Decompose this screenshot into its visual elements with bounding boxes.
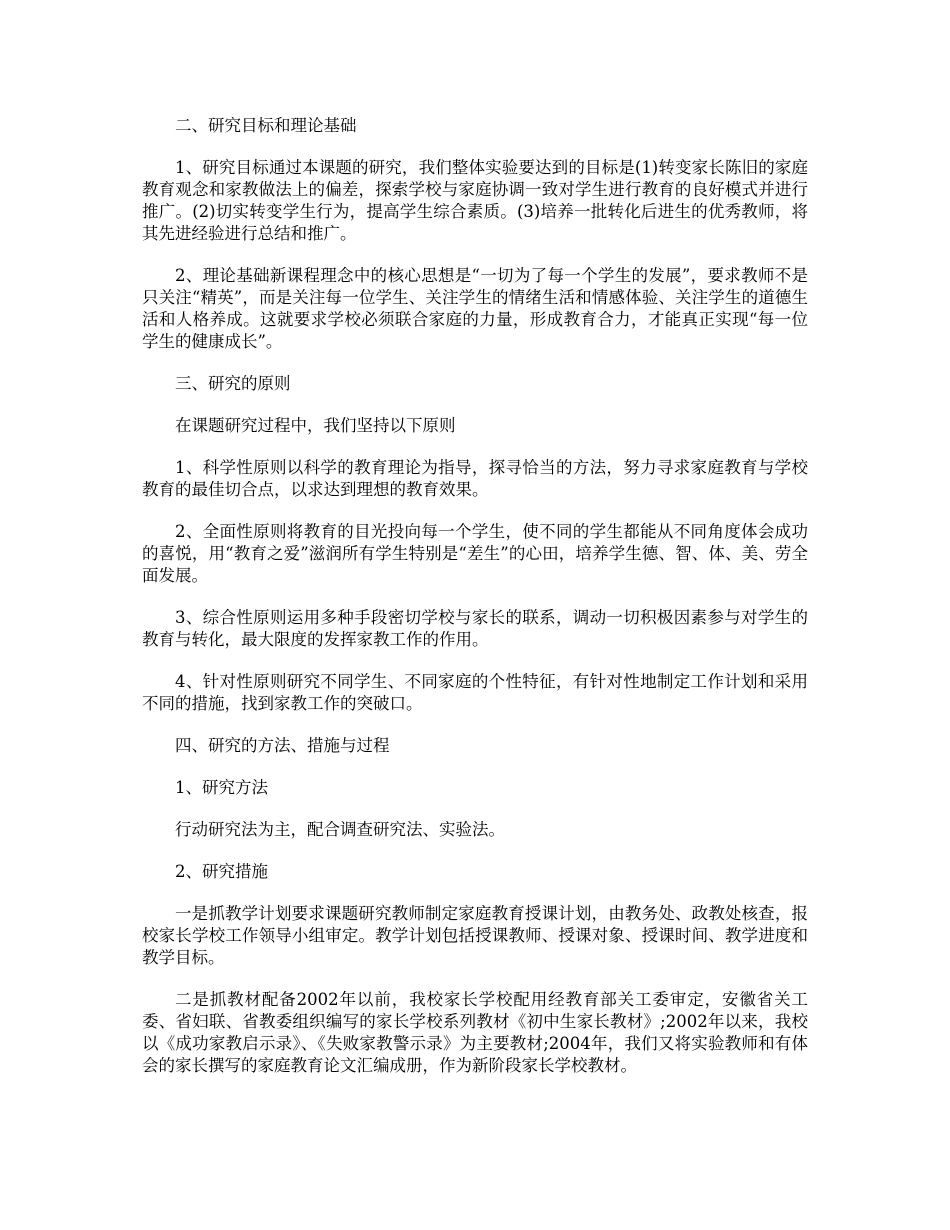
paragraph-principles-intro: 在课题研究过程中，我们坚持以下原则 [175, 416, 456, 435]
paragraph-theory-basis: 2、理论基础新课程理念中的核心思想是“一切为了每一个学生的发展”，要求教师不是只关注“精英”，而是关注每一位学生、关注学生的情绪生活和情感体验、关注学生的道德生活和人格养成。这就要求学校必须联合家庭的力量，形成教育合力，才能真正实现“每一位学生的健康成长”。 [142, 266, 808, 351]
paragraph-teaching-materials: 二是抓教材配备2002年以前，我校家长学校配用经教育部关工委审定，安徽省关工委、省妇联、省教委组织编写的家长学校系列教材《初中生家长教材》;2002年以来，我校以《成功家教启示录》、《失败家教警示录》为主要教材;2004年，我们又将实验教师和有体会的家长撰写的家庭教育论文汇编成册，作为新阶段家长学校教材。 [142, 990, 808, 1075]
paragraph-principle-scientific: 1、科学性原则以科学的教育理论为指导，探寻恰当的方法，努力寻求家庭教育与学校教育的最佳切合点，以求达到理想的教育效果。 [142, 458, 808, 499]
document-body [142, 115, 808, 1097]
section-heading-goals-theory: 二、研究目标和理论基础 [175, 116, 357, 135]
section-heading-principles: 三、研究的原则 [175, 374, 291, 393]
paragraph-research-methods: 行动研究法为主，配合调查研究法、实验法。 [175, 820, 505, 839]
paragraph-principle-comprehensive: 2、全面性原则将教育的目光投向每一个学生，使不同的学生都能从不同角度体会成功的喜悦，用“教育之爱”滋润所有学生特别是“差生”的心田，培养学生德、智、体、美、劳全面发展。 [142, 522, 808, 585]
paragraph-principle-targeted: 4、针对性原则研究不同学生、不同家庭的个性特征，有针对性地制定工作计划和采用不同的措施，找到家教工作的突破口。 [142, 672, 808, 713]
subheading-research-methods: 1、研究方法 [175, 778, 268, 797]
subheading-research-measures: 2、研究措施 [175, 862, 268, 881]
paragraph-principle-integrated: 3、综合性原则运用多种手段密切学校与家长的联系，调动一切积极因素参与对学生的教育与转化，最大限度的发挥家教工作的作用。 [142, 608, 808, 649]
paragraph-research-goals: 1、研究目标通过本课题的研究，我们整体实验要达到的目标是(1)转变家长陈旧的家庭教育观念和家教做法上的偏差，探索学校与家庭协调一致对学生进行教育的良好模式并进行推广。(2)切实转变学生行为，提高学生综合素质。(3)培养一批转化后进生的优秀教师，将其先进经验进行总结和推广。 [142, 158, 808, 243]
section-heading-methods: 四、研究的方法、措施与过程 [175, 736, 390, 755]
paragraph-teaching-plan: 一是抓教学计划要求课题研究教师制定家庭教育授课计划，由教务处、政教处核查，报校家长学校工作领导小组审定。教学计划包括授课教师、授课对象、授课时间、教学进度和教学目标。 [142, 904, 808, 967]
